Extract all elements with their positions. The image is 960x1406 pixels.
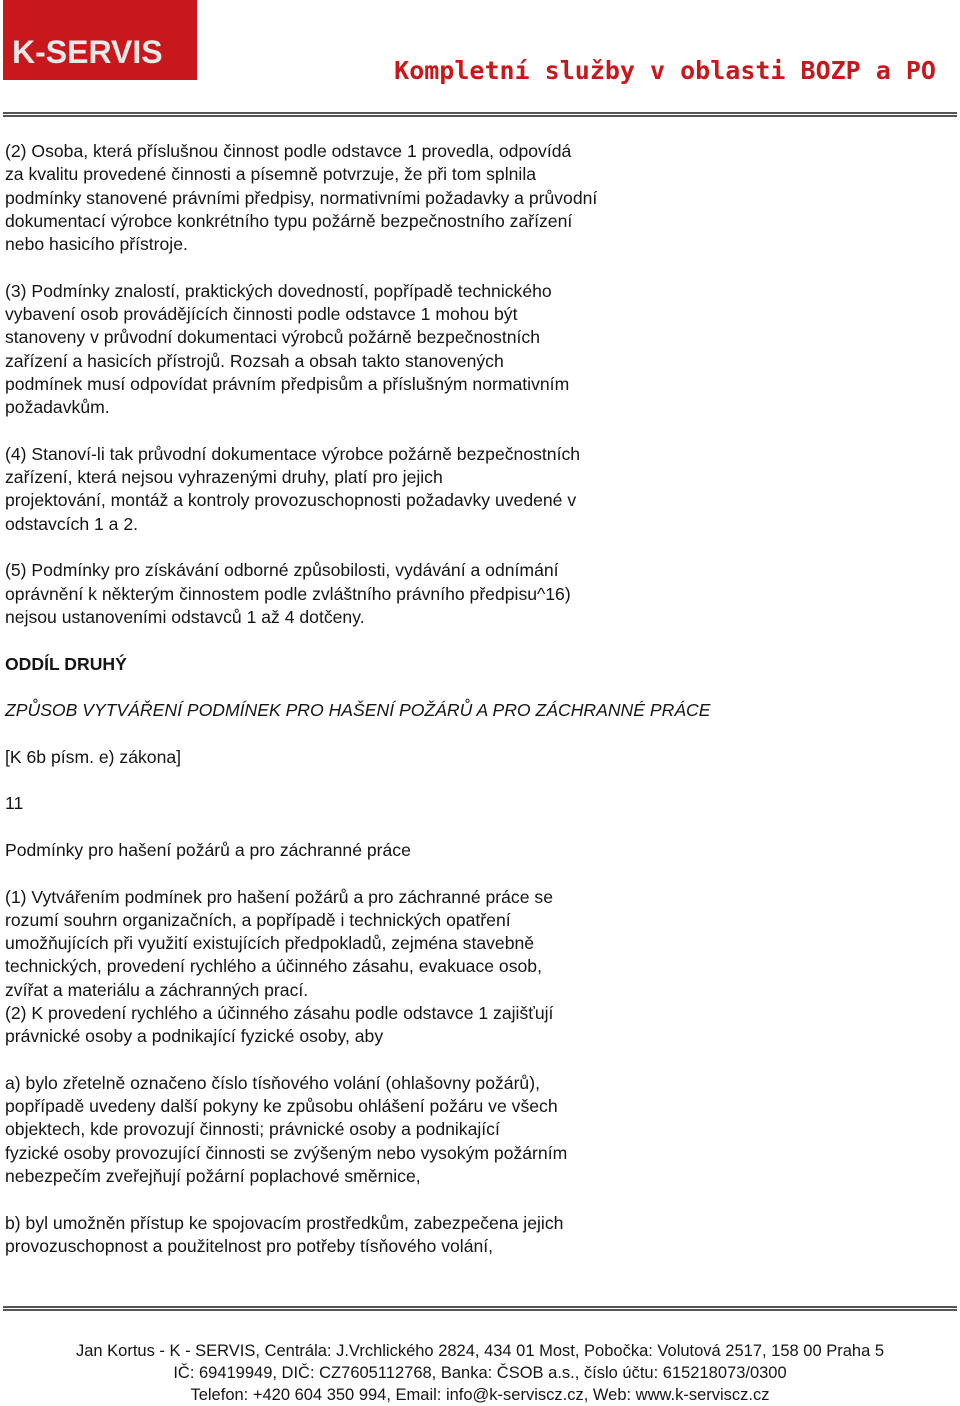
text-line: právnické osoby a podnikající fyzické osoby, aby: [5, 1026, 384, 1047]
text-line: oprávnění k některým činnostem podle zvláštního právního předpisu^16): [5, 583, 571, 604]
text-line: nejsou ustanoveními odstavců 1 až 4 dotčeny.: [5, 606, 365, 627]
paragraph-11-1-2: [5, 886, 950, 1049]
text-line: technických, provedení rychlého a účinného zásahu, evakuace osob,: [5, 956, 542, 977]
text-line: zařízení, která nejsou vyhrazenými druhy, platí pro jejich: [5, 467, 443, 488]
text-line: ODDÍL DRUHÝ: [5, 653, 127, 674]
text-line: [K 6b písm. e) zákona]: [5, 746, 182, 767]
text-line: objektech, kde provozují činnosti; právnické osoby a podnikající: [5, 1119, 500, 1140]
subsection-title: [5, 839, 950, 862]
text-line: stanoveny v průvodní dokumentaci výrobců požárně bezpečnostních: [5, 327, 540, 348]
logo-text: K-SERVIS: [12, 34, 163, 70]
text-line: (2) K provedení rychlého a účinného zásahu podle odstavce 1 zajišťují: [5, 1002, 554, 1023]
text-line: popřípadě uvedeny další pokyny ke způsobu ohlášení požáru ve všech: [5, 1096, 558, 1117]
text-line: nebo hasicího přístroje.: [5, 234, 188, 255]
text-line: ZPŮSOB VYTVÁŘENÍ PODMÍNEK PRO HAŠENÍ POŽÁRŮ A PRO ZÁCHRANNÉ PRÁCE: [5, 700, 711, 721]
text-line: b) byl umožněn přístup ke spojovacím prostředkům, zabezpečena jejich: [5, 1212, 564, 1233]
text-line: (3) Podmínky znalostí, praktických dovedností, popřípadě technického: [5, 280, 552, 301]
paragraph-5: [5, 559, 950, 629]
text-line: za kvalitu provedené činnosti a písemně potvrzuje, že při tom splnila: [5, 164, 537, 185]
text-line: odstavcích 1 a 2.: [5, 513, 139, 534]
footer: [0, 1340, 960, 1406]
footer-divider: [3, 1306, 957, 1311]
text-line: zvířat a materiálu a záchranných prací.: [5, 979, 309, 1000]
text-line: nebezpečím zveřejňují požární poplachové směrnice,: [5, 1166, 421, 1187]
paragraph-4: [5, 443, 950, 536]
text-line: (2) Osoba, která příslušnou činnost podle odstavce 1 provedla, odpovídá: [5, 141, 572, 161]
item-a: [5, 1072, 950, 1188]
section-heading: [5, 653, 950, 676]
document-body: [5, 140, 950, 1258]
text-line: (1) Vytvářením podmínek pro hašení požárů a pro záchranné práce se: [5, 886, 553, 907]
text-line: Podmínky pro hašení požárů a pro záchranné práce: [5, 839, 411, 860]
item-b: [5, 1212, 950, 1259]
text-line: umožňujících při využití existujících předpokladů, zejména stavebně: [5, 933, 535, 954]
section-number: [5, 792, 950, 815]
paragraph-2: [5, 140, 950, 256]
text-line: zařízení a hasicích přístrojů. Rozsah a obsah takto stanovených: [5, 350, 504, 371]
text-line: provozuschopnost a použitelnost pro potřeby tísňového volání,: [5, 1235, 494, 1256]
k-servis-logo: [3, 0, 197, 80]
text-line: (5) Podmínky pro získávání odborné způsobilosti, vydávání a odnímání: [5, 560, 559, 581]
text-line: podmínky stanovené právními předpisy, normativními požadavky a průvodní: [5, 187, 598, 208]
text-line: požadavkům.: [5, 397, 110, 418]
section-title: [5, 699, 950, 722]
footer-company-ids: IČ: 69419949, DIČ: CZ7605112768, Banka: ČSOB a.s., číslo účtu: 615218073/0300: [173, 1364, 787, 1382]
header-divider: [3, 112, 957, 117]
text-line: 11: [5, 793, 24, 814]
text-line: podmínek musí odpovídat právním předpisům a příslušným normativním: [5, 373, 570, 394]
footer-contacts: Telefon: +420 604 350 994, Email: info@k-serviscz.cz, Web: www.k-serviscz.cz: [190, 1386, 770, 1404]
text-line: dokumentací výrobce konkrétního typu požárně bezpečnostního zařízení: [5, 210, 573, 231]
text-line: vybavení osob provádějících činnosti podle odstavce 1 mohou být: [5, 304, 518, 325]
header-tagline: Kompletní služby v oblasti BOZP a PO: [394, 56, 936, 85]
text-line: a) bylo zřetelně označeno číslo tísňového volání (ohlašovny požárů),: [5, 1072, 540, 1093]
text-line: projektování, montáž a kontroly provozuschopnosti požadavky uvedené v: [5, 490, 577, 511]
text-line: fyzické osoby provozující činnosti se zvýšeným nebo vysokým požárním: [5, 1142, 568, 1163]
paragraph-3: [5, 280, 950, 420]
law-reference: [5, 746, 950, 769]
text-line: rozumí souhrn organizačních, a popřípadě i technických opatření: [5, 909, 511, 930]
footer-address: Jan Kortus - K - SERVIS, Centrála: J.Vrchlického 2824, 434 01 Most, Pobočka: Volutová 2517, 158 00 Praha 5: [75, 1342, 885, 1360]
text-line: (4) Stanoví-li tak průvodní dokumentace výrobce požárně bezpečnostních: [5, 443, 581, 464]
